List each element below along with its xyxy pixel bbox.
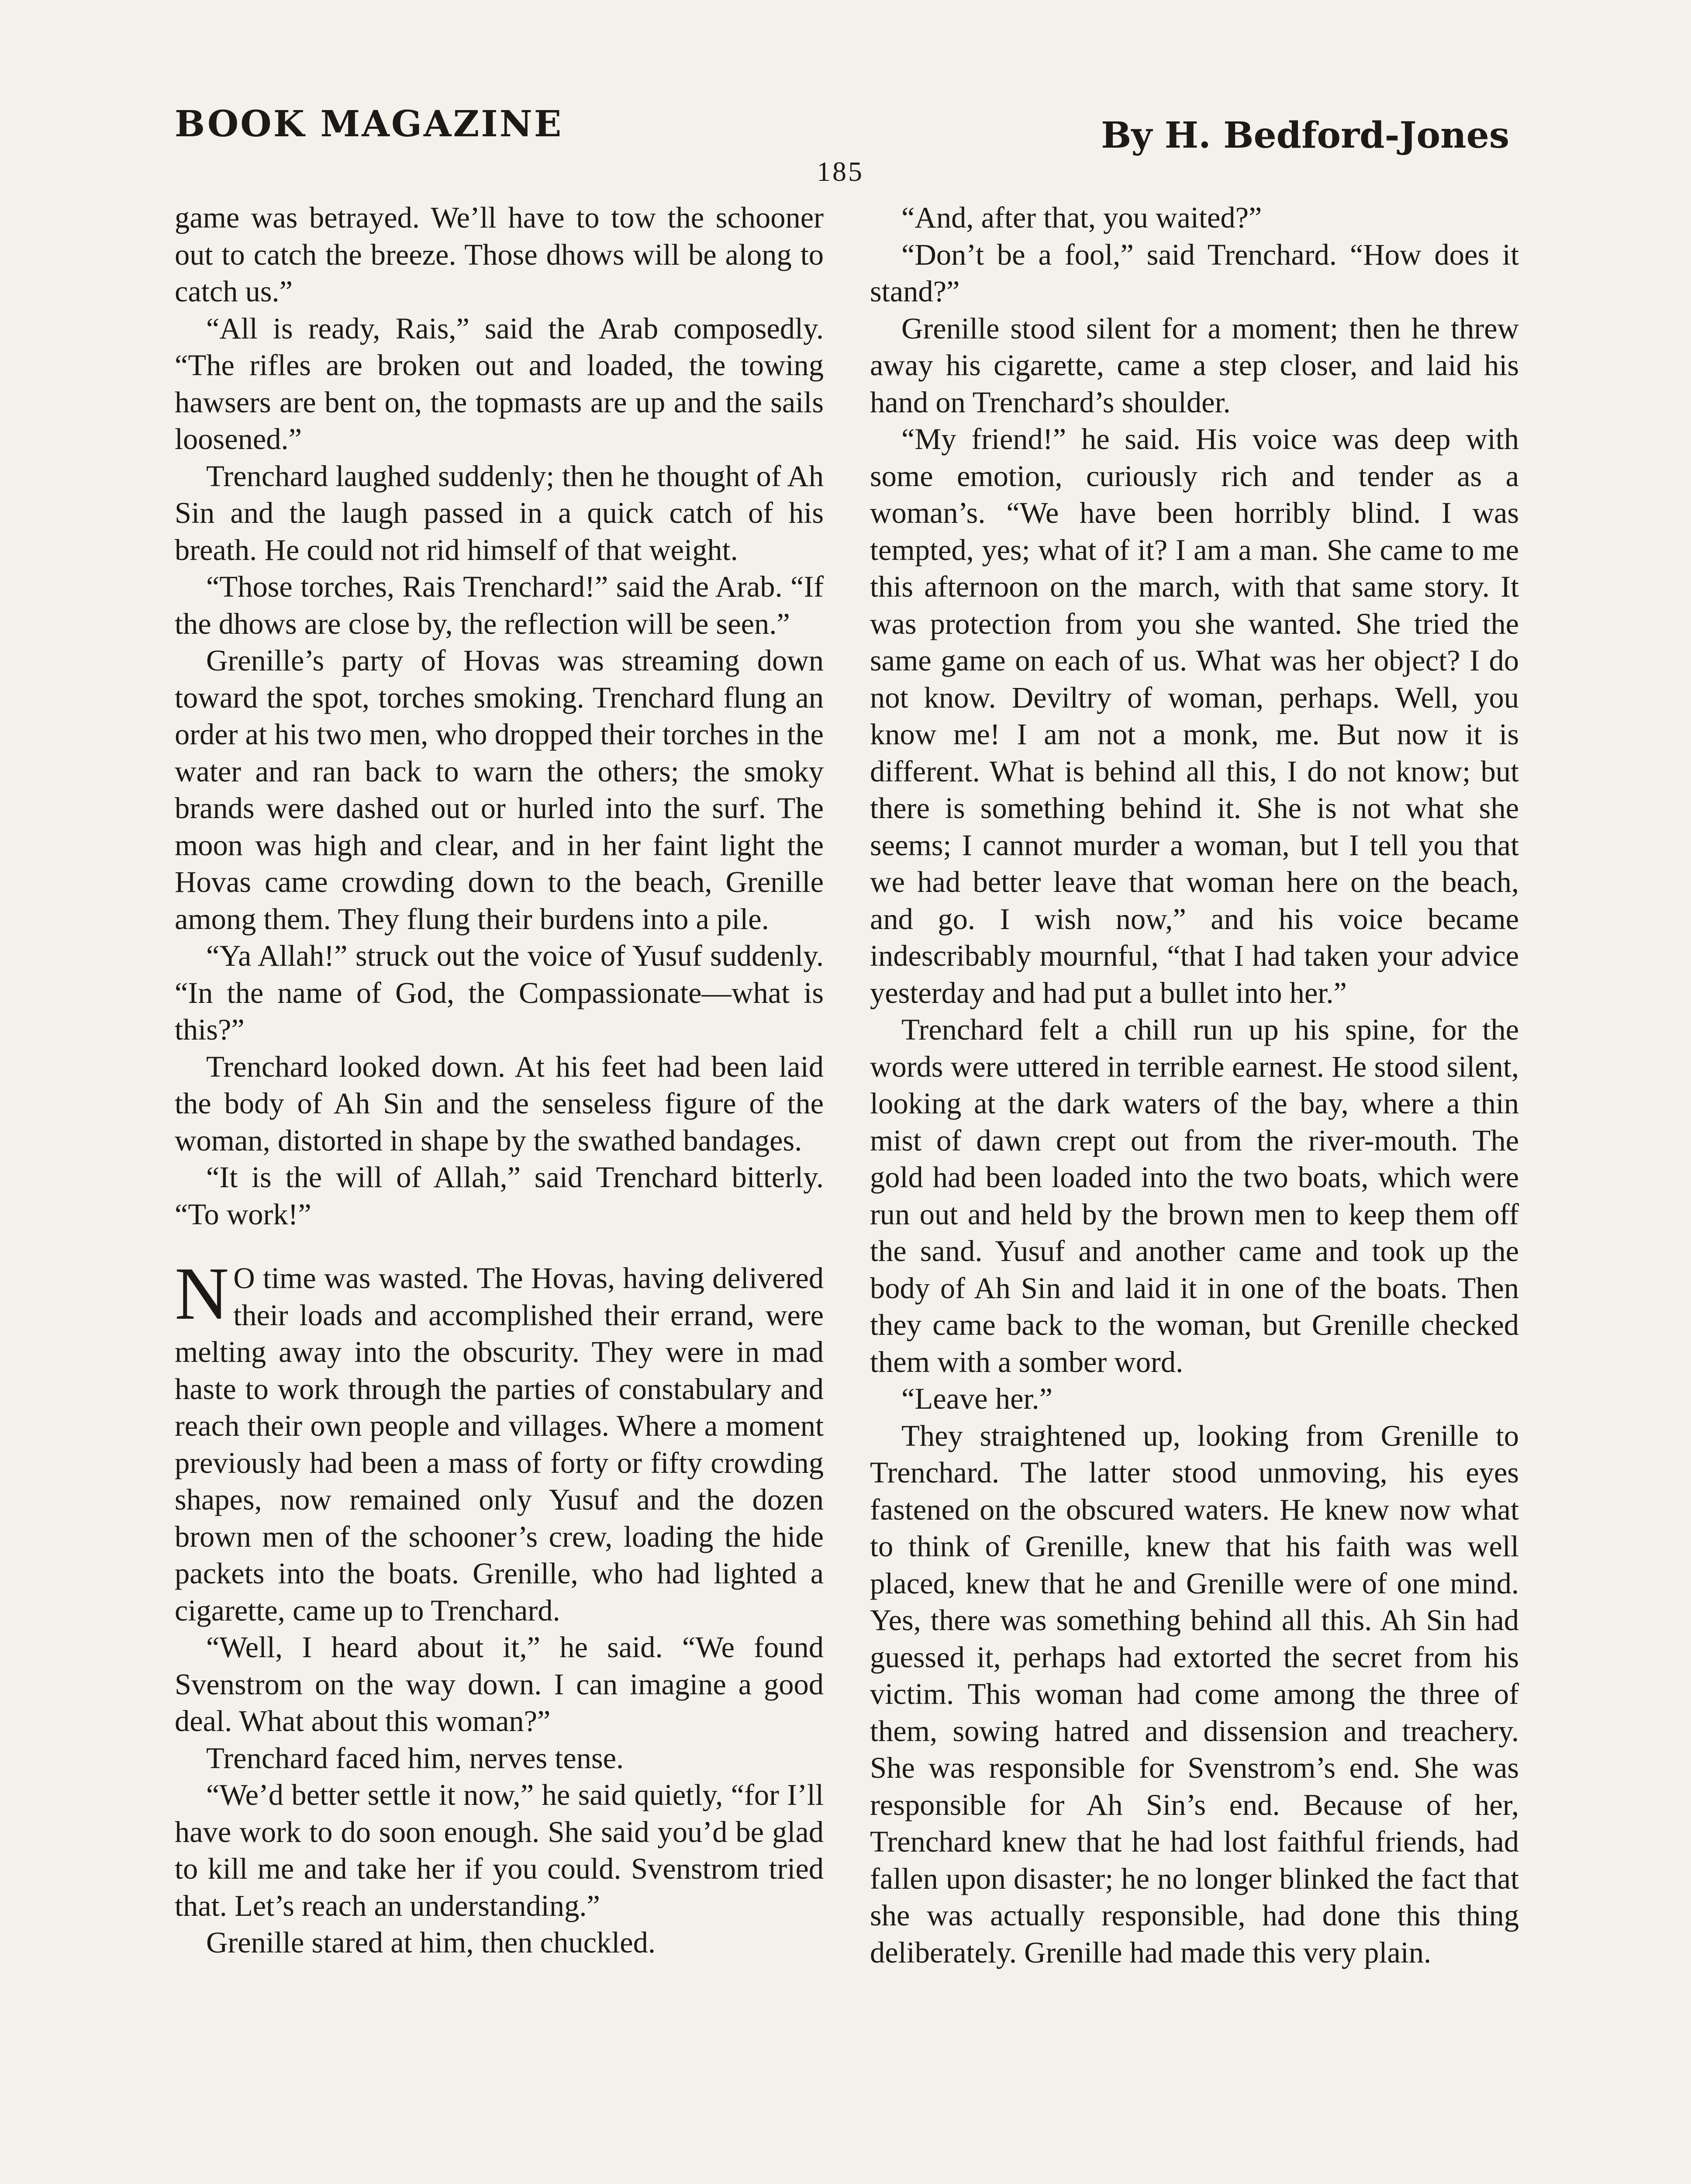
author-byline: By H. Bedford-Jones	[1101, 114, 1509, 156]
paragraph: Trenchard looked down. At his feet had been laid the body of Ah Sin and the senseless figure of the woman, distorted in shape by the swathed bandages.	[175, 1050, 824, 1157]
magazine-title: BOOK MAGAZINE	[175, 103, 563, 145]
paragraph: “Ya Allah!” struck out the voice of Yusuf suddenly. “In the name of God, the Compassionate—what is this?”	[175, 939, 824, 1046]
paragraph: Trenchard laughed suddenly; then he thought of Ah Sin and the laugh passed in a quick catch of his breath. He could not rid himself of that weight.	[175, 459, 824, 567]
paragraph: Trenchard faced him, nerves tense.	[206, 1741, 624, 1775]
section-opening-paragraph	[175, 1252, 824, 1629]
paragraph: “It is the will of Allah,” said Trenchard bitterly. “To work!”	[175, 1161, 824, 1231]
paragraph: Grenille’s party of Hovas was streaming down toward the spot, torches smoking. Trenchard flung an order at his two men, who dropped their torches in the water and ran back to warn the others; the smoky brands were dashed out or hurled into the surf. The moon was high and clear, and in her faint light the Hovas came crowding down to the beach, Grenille among them. They flung their burdens into a pile.	[175, 644, 824, 936]
right-column	[870, 199, 1519, 1971]
paragraph: “And, after that, you waited?”	[901, 201, 1262, 234]
left-column	[175, 199, 824, 1961]
paragraph: “Those torches, Rais Trenchard!” said the Arab. “If the dhows are close by, the reflection will be seen.”	[175, 570, 824, 640]
paragraph: They straightened up, looking from Grenille to Trenchard. The latter stood unmoving, his eyes fastened on the obscured waters. He knew now what to think of Grenille, knew that his faith was well placed, knew that he and Grenille were of one mind. Yes, there was something behind all this. Ah Sin had guessed it, perhaps had extorted the secret from his victim. This woman had come among the three of them, sowing hatred and dissension and treachery. She was responsible for Svenstrom’s end. She was responsible for Ah Sin’s end. Because of her, Trenchard knew that he had lost faithful friends, had fallen upon disaster; he no longer blinked the fact that she was actually responsible, had done this thing deliberately. Grenille had made this very plain.	[870, 1419, 1519, 1969]
paragraph: “My friend!” he said. His voice was deep with some emotion, curiously rich and tender as a woman’s. “We have been horribly blind. I was tempted, yes; what of it? I am a man. She came to me this afternoon on the march, with that same story. It was protection from you she wanted. She tried the same game on each of us. What was her object? I do not know. Deviltry of woman, perhaps. Well, you know me! I am not a monk, me. But now it is different. What is behind all this, I do not know; but there is something behind it. She is not what she seems; I cannot murder a woman, but I tell you that we had better leave that woman here on the beach, and go. I wish now,” and his voice became indescribably mournful, “that I had taken your advice yesterday and had put a bullet into her.”	[870, 422, 1519, 1009]
paragraph: “All is ready, Rais,” said the Arab composedly. “The rifles are broken out and loaded, the towing hawsers are bent on, the topmasts are up and the sails loosened.”	[175, 311, 824, 456]
paragraph: Grenille stood silent for a moment; then he threw away his cigarette, came a step closer, and laid his hand on Trenchard’s shoulder.	[870, 311, 1519, 419]
paragraph: “Don’t be a fool,” said Trenchard. “How does it stand?”	[870, 238, 1519, 308]
paragraph: “We’d better settle it now,” he said quietly, “for I’ll have work to do soon enough. She said you’d be glad to kill me and take her if you could. Svenstrom tried that. Let’s reach an understanding.”	[175, 1778, 824, 1922]
paragraph: Trenchard felt a chill run up his spine, for the words were uttered in terrible earnest. He stood silent, looking at the dark waters of the bay, where a thin mist of dawn crept out from the river-mouth. The gold had been loaded into the two boats, which were run out and held by the brown men to keep them off the sand. Yusuf and another came and took up the body of Ah Sin and laid it in one of the boats. Then they came back to the woman, but Grenille checked them with a somber word.	[870, 1013, 1519, 1379]
section-opening-text: O time was wasted. The Hovas, having delivered their loads and accomplished their errand, were melting away into the obscurity. They were in mad haste to work through the parties of constabulary and reach their own people and villages. Where a moment previously had been a mass of forty or fifty crowding shapes, now remained only Yusuf and the dozen brown men of the schooner’s crew, loading the hide packets into the boats. Grenille, who had lighted a cigarette, came up to Trenchard.	[175, 1261, 824, 1627]
paragraph: game was betrayed. We’ll have to tow the schooner out to catch the breeze. Those dhows will be along to catch us.”	[175, 201, 824, 308]
page-number: 185	[817, 156, 864, 187]
paragraph: “Well, I heard about it,” he said. “We found Svenstrom on the way down. I can imagine a good deal. What about this woman?”	[175, 1631, 824, 1738]
paragraph: Grenille stared at him, then chuckled.	[206, 1926, 656, 1959]
paragraph: “Leave her.”	[901, 1382, 1053, 1415]
drop-cap: N	[175, 1252, 229, 1335]
